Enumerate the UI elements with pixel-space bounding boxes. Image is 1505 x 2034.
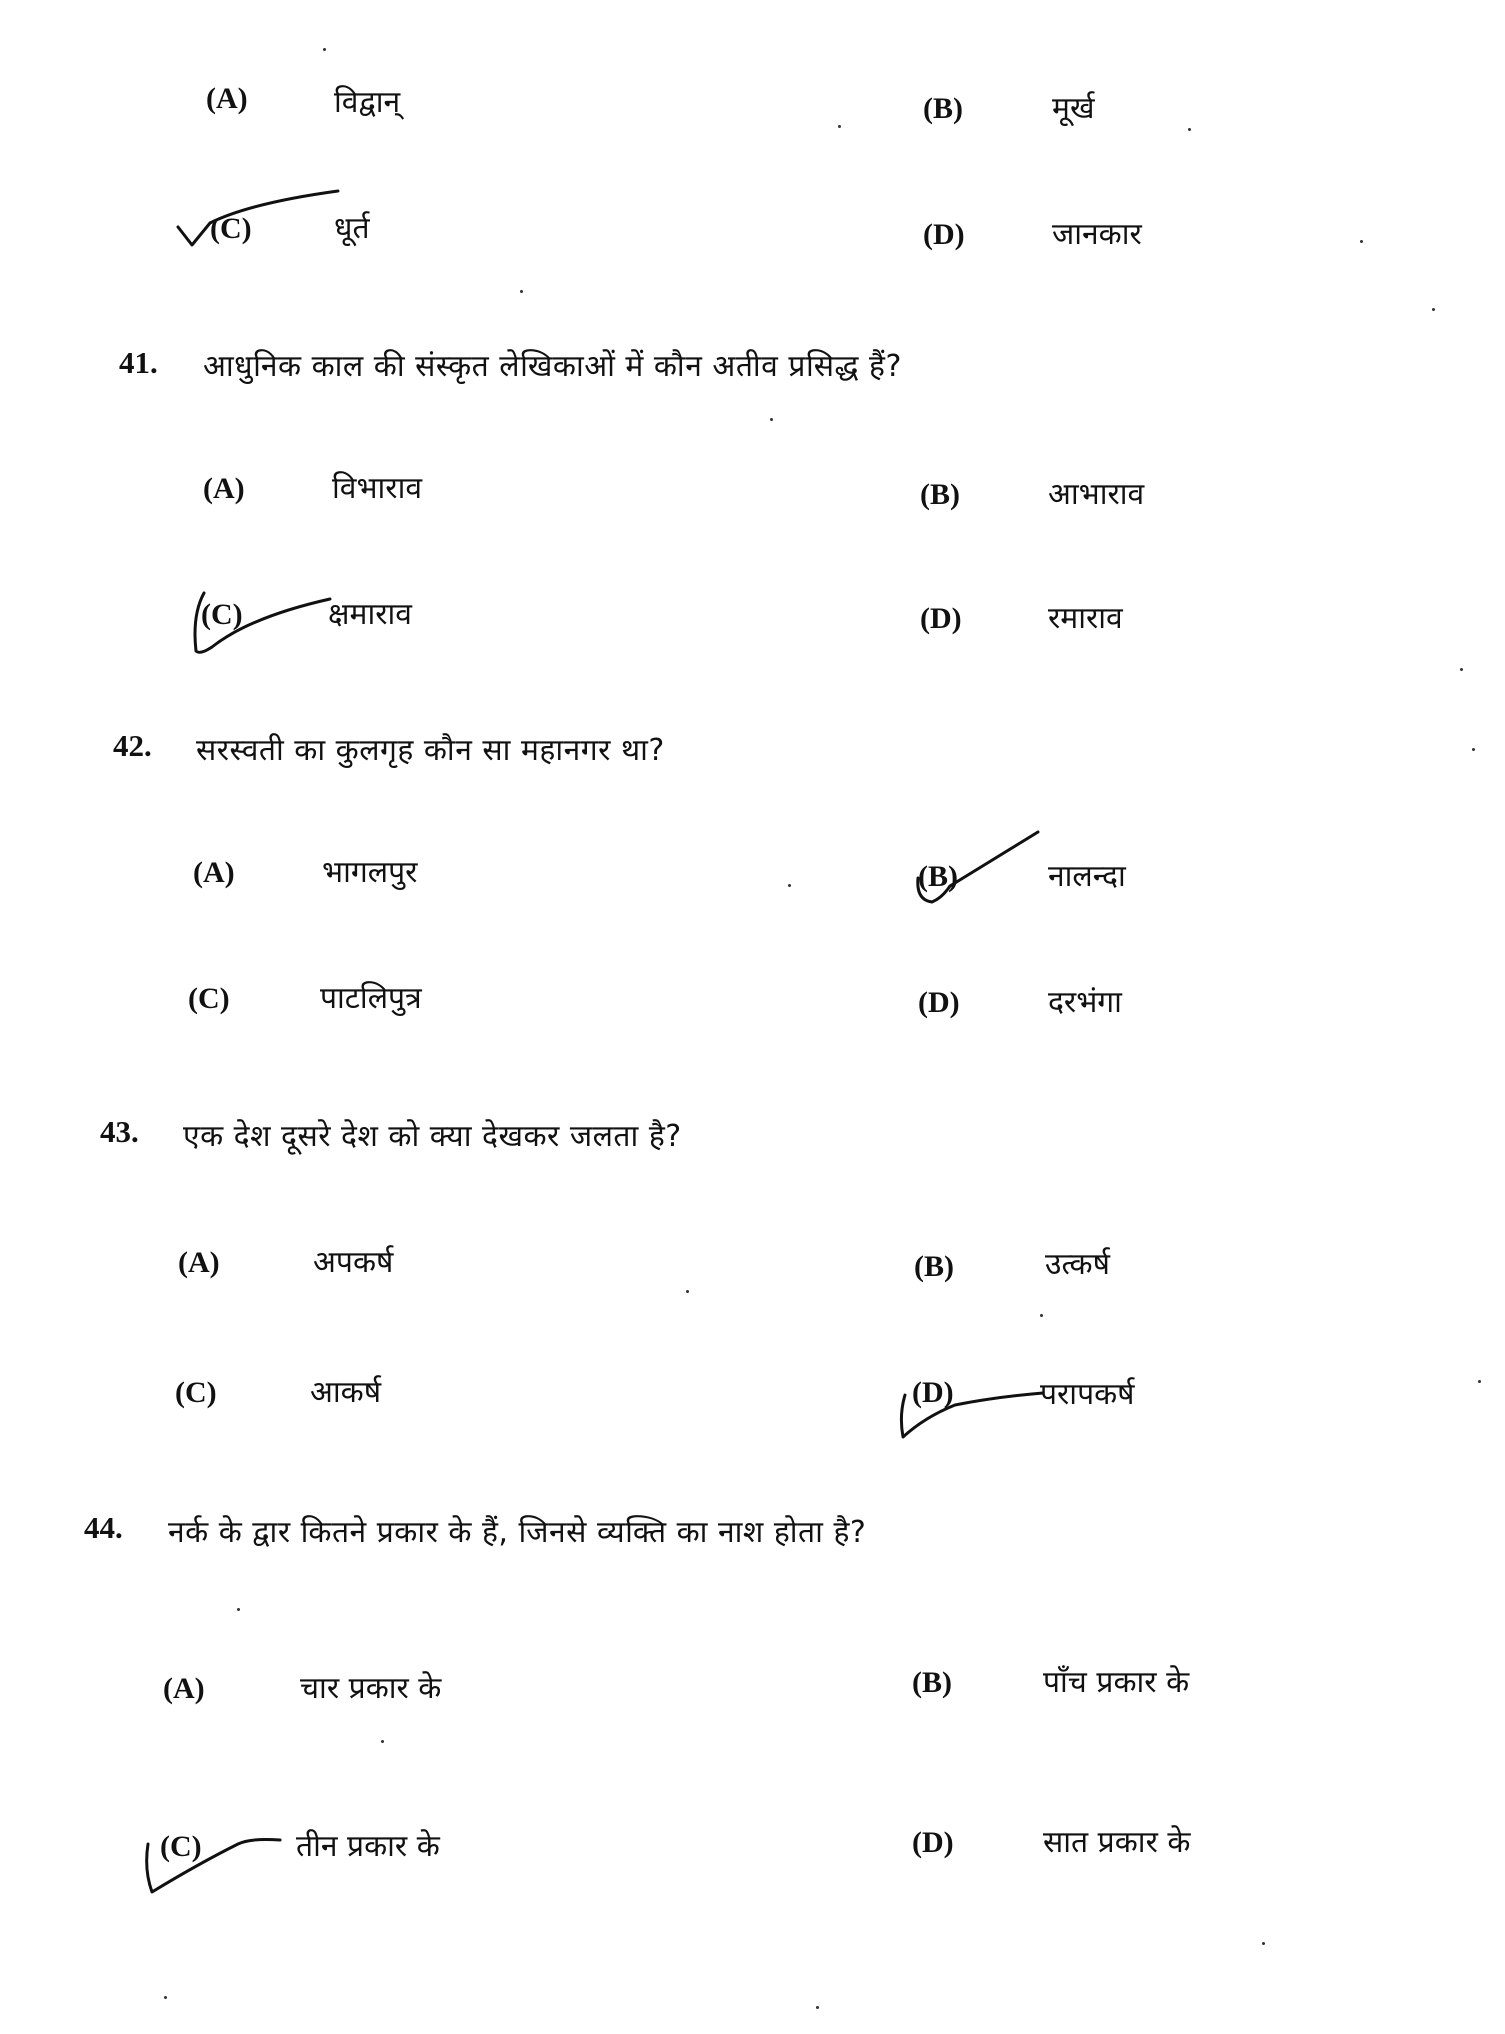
question-number: 41. [119,345,158,380]
option-text-d: परापकर्ष [1040,1377,1135,1412]
scan-speck [1360,240,1363,243]
option-label-a: (A) [193,856,235,889]
option-text-b: पाँच प्रकार के [1043,1665,1190,1700]
tick-mark-icon [138,1830,288,1900]
question-number: 44. [84,1510,123,1545]
option-label-b: (B) [914,1250,954,1283]
option-text-a: विभाराव [332,471,423,506]
option-text-c: क्षमाराव [328,597,412,632]
scan-speck [520,290,523,293]
option-text-d: दरभंगा [1048,985,1122,1020]
option-label-c: (C) [201,598,243,631]
scan-speck [237,1608,240,1611]
option-text-c: पाटलिपुत्र [320,981,422,1016]
option-label-b: (B) [920,478,960,511]
option-label-d: (D) [923,218,965,251]
scan-speck [816,2006,819,2009]
option-text-d: जानकार [1052,217,1142,252]
option-text-a: विद्वान् [334,85,401,120]
option-text-b: उत्कर्ष [1045,1247,1110,1282]
scan-speck [838,125,841,128]
question-text: नर्क के द्वार कितने प्रकार के हैं, जिनसे व्यक्ति का नाश होता है? [168,1515,867,1550]
option-text-c: धूर्त [334,211,370,246]
scan-speck [788,884,791,887]
option-label-c: (C) [160,1830,202,1863]
scan-speck [1432,308,1435,311]
scan-speck [1262,1942,1265,1945]
option-label-d: (D) [912,1826,954,1859]
option-text-c: आकर्ष [310,1375,382,1410]
option-text-b: आभाराव [1048,477,1145,512]
scan-speck [770,418,773,421]
option-text-d: सात प्रकार के [1043,1825,1191,1860]
option-label-a: (A) [163,1672,205,1705]
option-label-a: (A) [206,82,248,115]
option-text-b: नालन्दा [1048,859,1126,894]
scan-speck [1478,1380,1481,1383]
scan-speck [686,1290,689,1293]
scan-speck [1460,668,1463,671]
option-label-b: (B) [912,1666,952,1699]
option-label-d: (D) [920,602,962,635]
question-text: आधुनिक काल की संस्कृत लेखिकाओं में कौन अतीव प्रसिद्ध हैं? [203,349,902,384]
scan-speck [323,48,326,51]
option-text-a: चार प्रकार के [300,1671,442,1706]
tick-mark-icon [895,1375,1055,1445]
option-text-b: मूर्ख [1052,91,1095,126]
question-number: 43. [100,1114,139,1149]
option-label-b: (B) [918,860,958,893]
option-label-c: (C) [210,212,252,245]
scan-speck [381,1740,384,1743]
option-text-c: तीन प्रकार के [296,1829,440,1864]
option-label-c: (C) [188,982,230,1015]
option-text-a: अपकर्ष [313,1245,394,1280]
question-text: एक देश दूसरे देश को क्या देखकर जलता है? [183,1119,682,1154]
scan-speck [1040,1314,1043,1317]
option-text-a: भागलपुर [322,855,418,890]
option-label-a: (A) [178,1246,220,1279]
tick-mark-icon [170,185,350,265]
option-label-c: (C) [175,1376,217,1409]
scan-speck [1472,748,1475,751]
tick-mark-icon [910,828,1050,908]
tick-mark-icon [190,585,350,665]
option-text-d: रमाराव [1048,601,1123,636]
question-text: सरस्वती का कुलगृह कौन सा महानगर था? [196,733,665,768]
question-number: 42. [113,728,152,763]
scan-speck [1188,128,1191,131]
option-label-d: (D) [912,1376,954,1409]
option-label-d: (D) [918,986,960,1019]
option-label-a: (A) [203,472,245,505]
option-label-b: (B) [923,92,963,125]
scan-speck [164,1996,167,1999]
